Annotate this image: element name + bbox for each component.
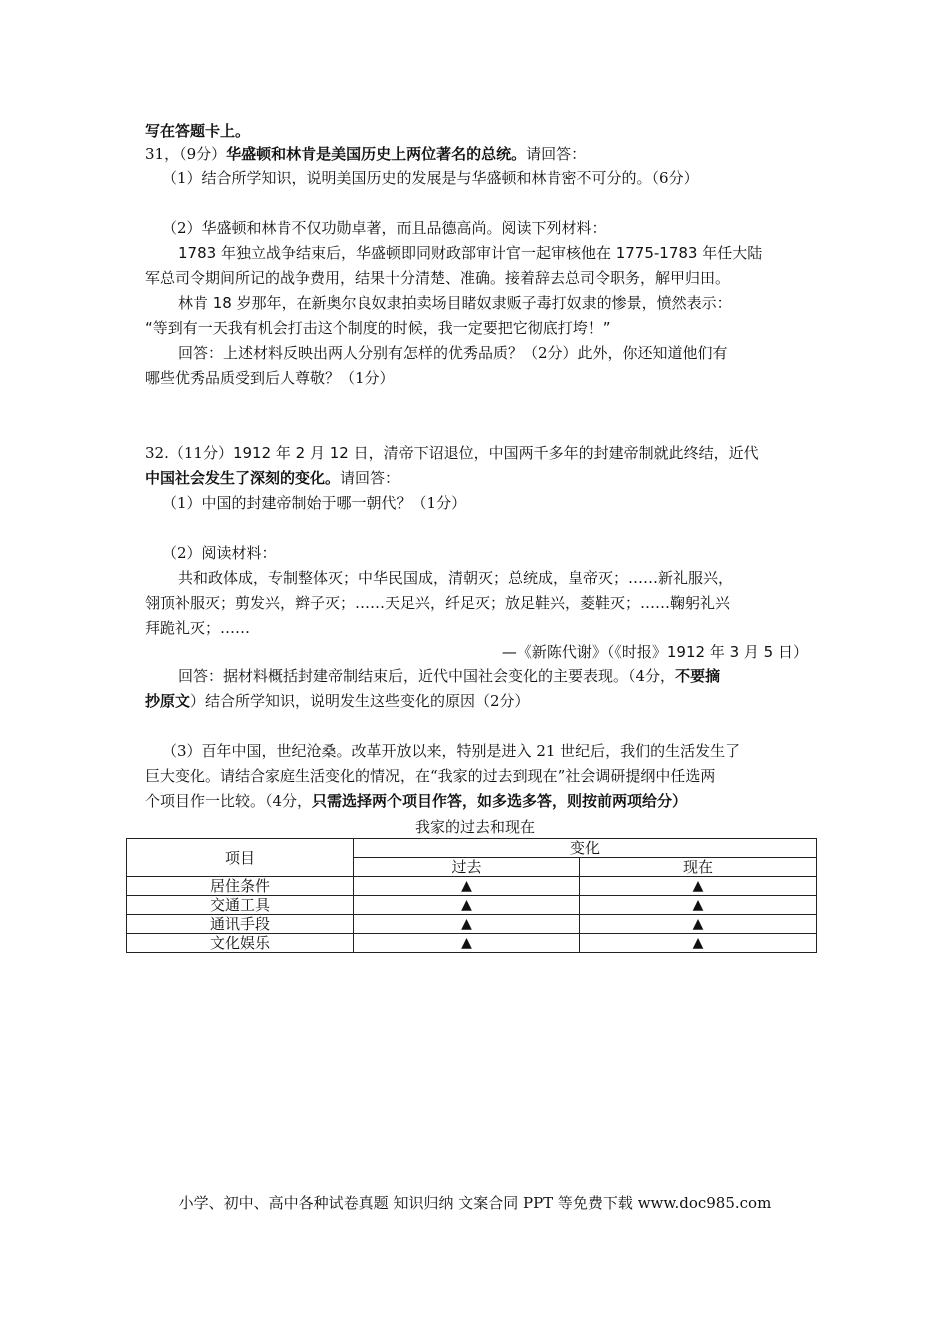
- table-row: [127, 896, 817, 915]
- q32-number: 32.（11分）: [145, 444, 233, 462]
- table-row: [127, 915, 817, 934]
- q32-part1: （1）中国的封建帝制始于哪一朝代？（1分）: [162, 494, 467, 512]
- row-past-answer[interactable]: ▲: [354, 877, 580, 896]
- row-now-answer[interactable]: ▲: [580, 896, 817, 915]
- q31-material2-line2: “等到有一天我有机会打击这个制度的时候，我一定要把它彻底打垮！”: [145, 319, 611, 337]
- header-item: 项目: [127, 839, 354, 877]
- row-past-answer[interactable]: ▲: [354, 896, 580, 915]
- table-caption: 我家的过去和现在: [414, 818, 535, 836]
- row-now-answer[interactable]: ▲: [580, 915, 817, 934]
- table-header-row-1: [127, 839, 817, 858]
- header-now: 现在: [580, 858, 817, 877]
- q31-part2: （2）华盛顿和林肯不仅功勋卓著，而且品德高尚。阅读下列材料：: [162, 219, 607, 237]
- q32-part3-line2: 巨大变化。请结合家庭生活变化的情况，在“我家的过去到现在”社会调研提纲中任选两: [145, 767, 716, 785]
- row-item: 居住条件: [127, 877, 354, 896]
- header-change: 变化: [354, 839, 817, 858]
- q32-answer-line1: [178, 666, 720, 686]
- q32-part3-text: 个项目作一比较。（4分，: [145, 792, 313, 810]
- q32-source: —《新陈代谢》（《时报》1912 年 3 月 5 日）: [501, 643, 808, 661]
- row-now-answer[interactable]: ▲: [580, 934, 817, 953]
- q32-answer-bold: 不要摘: [675, 667, 721, 685]
- q31-material1-line1: 1783 年独立战争结束后，华盛顿即同财政部审计官一起审核他在 1775-1783 年任大陆: [178, 244, 763, 262]
- intro-text: 写在答题卡上。: [145, 122, 251, 140]
- row-now-answer[interactable]: ▲: [580, 877, 817, 896]
- row-past-answer[interactable]: ▲: [354, 934, 580, 953]
- row-item: 文化娱乐: [127, 934, 354, 953]
- q32-answer-text: 回答：据材料概括封建帝制结束后，近代中国社会变化的主要表现。（4分，: [178, 667, 676, 685]
- q31-heading-tail: 请回答：: [526, 145, 587, 163]
- q32-answer-line2: [145, 691, 530, 711]
- q32-heading-tail: 请回答：: [340, 469, 401, 487]
- q32-part3-line3: [145, 791, 687, 811]
- q31-answer-line2: 哪些优秀品质受到后人尊敬？（1分）: [145, 369, 395, 387]
- q32-material-line1: 共和政体成，专制整体灭；中华民国成，清朝灭；总统成，皇帝灭；……新礼服兴，: [178, 569, 734, 587]
- q32-part3-line1: （3）百年中国，世纪沧桑。改革开放以来，特别是进入 21 世纪后，我们的生活发生了: [162, 742, 741, 760]
- q32-material-line2: 翎顶补服灭；剪发兴，辫子灭；……天足兴，纤足灭；放足鞋兴，菱鞋灭；……鞠躬礼兴: [145, 594, 731, 612]
- row-past-answer[interactable]: ▲: [354, 915, 580, 934]
- q31-material1-line2: 军总司令期间所记的战争费用，结果十分清楚、准确。接着辞去总司令职务，解甲归田。: [145, 269, 731, 287]
- page-footer: 小学、初中、高中各种试卷真题 知识归纳 文案合同 PPT 等免费下载 www.doc985.com: [178, 1194, 772, 1212]
- q32-part3-bold: 只需选择两个项目作答，如多选多答，则按前两项给分）: [312, 792, 688, 810]
- q31-material2-line1: 林肯 18 岁那年，在新奥尔良奴隶拍卖场目睹奴隶贩子毒打奴隶的惨景，愤然表示：: [178, 294, 732, 312]
- q31-heading: [145, 144, 586, 164]
- q32-heading-text: 1912 年 2 月 12 日，清帝下诏退位，中国两千多年的封建帝制就此终结，近代: [232, 444, 759, 462]
- q31-number: 31，（9分）: [145, 145, 227, 163]
- table-row: [127, 877, 817, 896]
- q32-heading-line2: [145, 468, 400, 488]
- q32-answer-bold2: 抄原文: [145, 692, 191, 710]
- q31-part1: （1）结合所学知识，说明美国历史的发展是与华盛顿和林肯密不可分的。（6分）: [162, 169, 699, 187]
- table-row: [127, 934, 817, 953]
- header-past: 过去: [354, 858, 580, 877]
- q31-heading-bold: 华盛顿和林肯是美国历史上两位著名的总统。: [226, 145, 527, 163]
- survey-table: [126, 838, 817, 953]
- q32-heading-line1: [145, 443, 759, 463]
- row-item: 通讯手段: [127, 915, 354, 934]
- row-item: 交通工具: [127, 896, 354, 915]
- q32-material-line3: 拜跪礼灭；……: [145, 619, 251, 637]
- q32-part2: （2）阅读材料：: [162, 544, 277, 562]
- q32-heading-bold: 中国社会发生了深刻的变化。: [145, 469, 341, 487]
- q32-answer-text2: ）结合所学知识，说明发生这些变化的原因（2分）: [190, 692, 530, 710]
- q31-answer-line1: 回答：上述材料反映出两人分别有怎样的优秀品质？（2分）此外，你还知道他们有: [178, 344, 728, 362]
